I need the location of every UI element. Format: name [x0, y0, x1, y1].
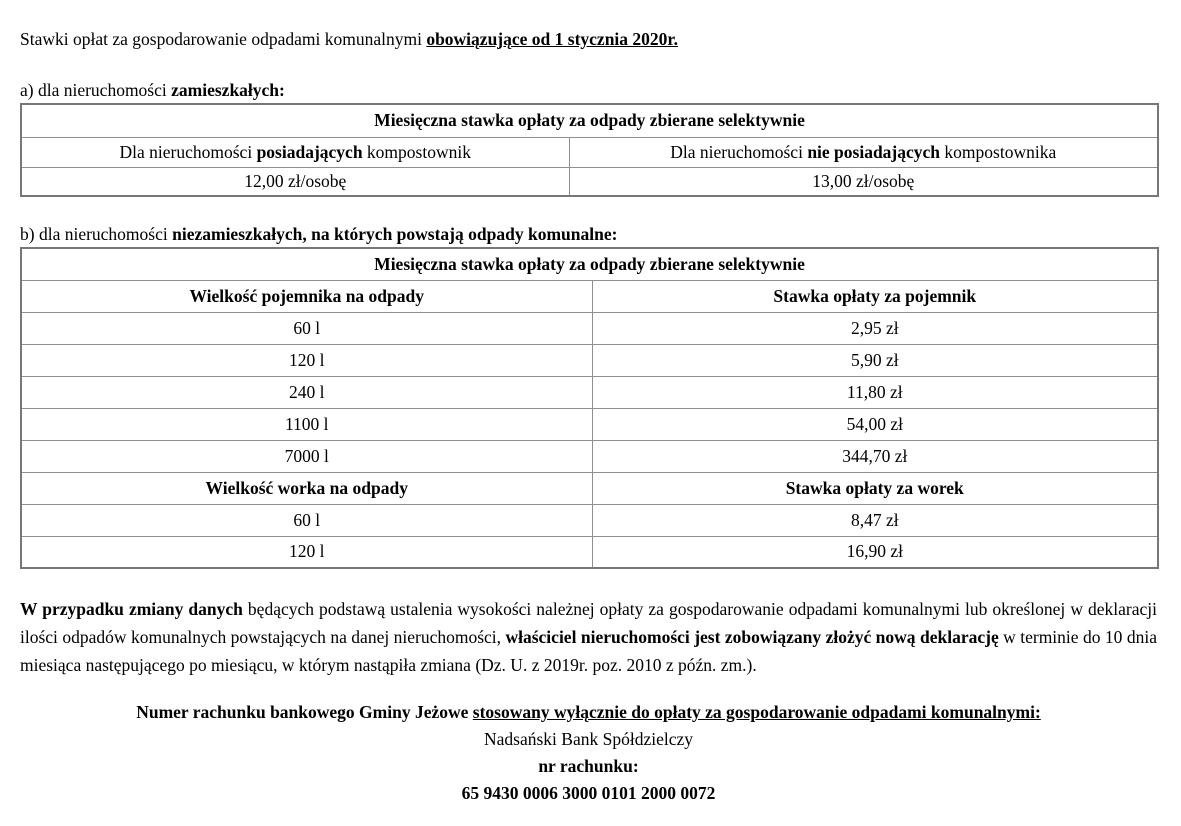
without-composter-header-cell [569, 137, 1158, 167]
bank-account-heading [20, 699, 1157, 726]
container-size-cell: 240 l [21, 376, 592, 408]
bag-rate-cell: 16,90 zł [592, 536, 1158, 568]
cell-text: kompostownika [940, 141, 1057, 162]
table-row [21, 440, 1158, 472]
bank-heading-bold: Numer rachunku bankowego Gminy Jeżowe [136, 702, 473, 722]
title-text: Stawki opłat za gospodarowanie odpadami komunalnymi [20, 29, 427, 49]
table-row [21, 344, 1158, 376]
note-text-2: w terminie do 10 dnia miesiąca następującego po miesiącu, w którym nastąpiła zmiana (Dz. U. z 2019r. poz. 2010 z późn. zm.). [20, 627, 1158, 675]
cell-text-bold: posiadających [256, 141, 363, 162]
container-rate-cell: 11,80 zł [592, 376, 1158, 408]
bag-size-header-cell: Wielkość worka na odpady [21, 472, 592, 504]
table-row [21, 312, 1158, 344]
container-rate-cell: 5,90 zł [592, 344, 1158, 376]
bank-account-block [20, 699, 1157, 807]
container-size-cell: 1100 l [21, 408, 592, 440]
table-row [21, 472, 1158, 504]
table-row [21, 248, 1158, 280]
section-a-prefix: a) dla nieruchomości [20, 80, 172, 100]
container-size-cell: 120 l [21, 344, 592, 376]
container-size-cell: 60 l [21, 312, 592, 344]
cell-text: Dla nieruchomości [670, 141, 808, 162]
table-row [21, 376, 1158, 408]
table-row [21, 504, 1158, 536]
section-b-heading [20, 223, 1157, 245]
note-text-1: będących podstawą ustalenia wysokości należnej opłaty za gospodarowanie odpadami komunalnymi lub określonej w deklaracji ilości odpadów komunalnych powstających na danej nieruchomości, [20, 599, 1157, 647]
cell-text-bold: nie posiadających [807, 141, 941, 162]
title-effective-date: obowiązujące od 1 stycznia 2020r. [426, 29, 678, 49]
container-size-cell: 7000 l [21, 440, 592, 472]
table-residential-rates [20, 103, 1159, 197]
bag-size-cell: 120 l [21, 536, 592, 568]
container-rate-cell: 2,95 zł [592, 312, 1158, 344]
container-size-header-cell: Wielkość pojemnika na odpady [21, 280, 592, 312]
note-bold-obligation: właściciel nieruchomości jest zobowiązany złożyć nową deklarację [505, 627, 999, 647]
table-row [21, 280, 1158, 312]
account-number-label: nr rachunku: [538, 756, 639, 776]
with-composter-header-cell [21, 137, 569, 167]
container-rate-cell: 344,70 zł [592, 440, 1158, 472]
cell-text: Dla nieruchomości [119, 141, 257, 162]
cell-text: kompostownik [362, 141, 471, 162]
bag-rate-header-cell: Stawka opłaty za worek [592, 472, 1158, 504]
rate-with-composter-cell: 12,00 zł/osobę [21, 167, 569, 196]
table-a-header-cell: Miesięczna stawka opłaty za odpady zbierane selektywnie [21, 104, 1158, 137]
section-a-emphasis: zamieszkałych: [171, 80, 285, 100]
rate-without-composter-cell: 13,00 zł/osobę [569, 167, 1158, 196]
table-row [21, 536, 1158, 568]
table-row [21, 167, 1158, 196]
bank-heading-underlined: stosowany wyłącznie do opłaty za gospodarowanie odpadami komunalnymi: [472, 702, 1041, 722]
bag-rate-cell: 8,47 zł [592, 504, 1158, 536]
account-number: 65 9430 0006 3000 0101 2000 0072 [461, 783, 716, 803]
table-row [21, 408, 1158, 440]
note-bold-lead: W przypadku zmiany danych [20, 599, 243, 619]
table-nonresidential-rates [20, 247, 1159, 569]
section-b-prefix: b) dla nieruchomości [20, 224, 173, 244]
container-rate-header-cell: Stawka opłaty za pojemnik [592, 280, 1158, 312]
table-row [21, 137, 1158, 167]
bank-name: Nadsański Bank Spółdzielczy [484, 729, 693, 749]
section-a-heading [20, 79, 1157, 101]
change-of-data-note [20, 595, 1157, 679]
page-title [20, 28, 1157, 50]
table-b-header-cell: Miesięczna stawka opłaty za odpady zbierane selektywnie [21, 248, 1158, 280]
table-row [21, 104, 1158, 137]
bag-size-cell: 60 l [21, 504, 592, 536]
section-b-emphasis: niezamieszkałych, na których powstają odpady komunalne: [172, 224, 618, 244]
container-rate-cell: 54,00 zł [592, 408, 1158, 440]
